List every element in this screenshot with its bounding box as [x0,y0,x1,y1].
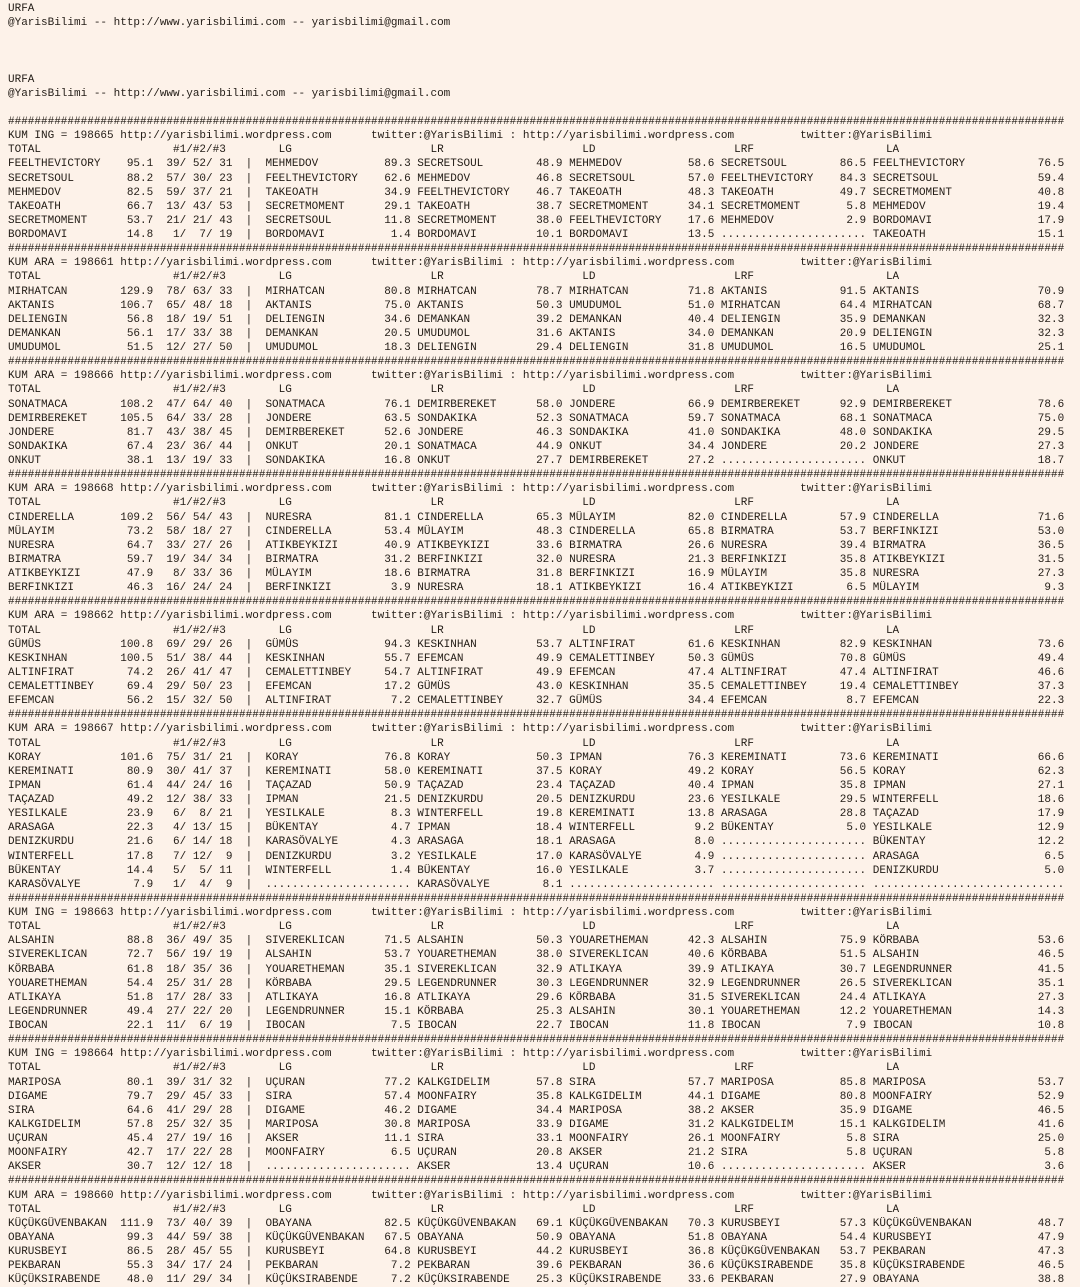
section-header-line: KUM ING = 198663 http://yarisbilimi.wordpress.com twitter:@YarisBilimi : http://yarisbilimi.wordpress.com twitter:@YarisBilimi [8,907,933,919]
horse-stat-row: AKSER 30.7 12/ 12/ 18 | ...................... AKSER 13.4 UÇURAN 10.6 ...................... AKSER 3.6 [8,1161,1065,1174]
column-header-line: TOTAL #1/#2/#3 LG LR LD LRF LA [8,271,900,284]
horse-stat-row: SONATMACA 108.2 47/ 64/ 40 | SONATMACA 76.1 DEMIRBEREKET 58.0 JONDERE 66.9 DEMIRBEREKET 92.9 DEMIRBEREKET 78.6 [8,398,1065,411]
horse-stat-row: KÜÇÜKGÜVENBAKAN 111.9 73/ 40/ 39 | OBAYANA 82.5 KÜÇÜKGÜVENBAKAN 69.1 KÜÇÜKGÜVENBAKAN 70.3 KURUSBEYI 57.3 KÜÇÜKGÜVENBAKAN 48.7 [8,1217,1065,1230]
race-section-198663 [8,893,1064,1032]
horse-stat-row: ALSAHIN 88.8 36/ 49/ 35 | SIVEREKLICAN 71.5 ALSAHIN 50.3 YOUARETHEMAN 42.3 ALSAHIN 75.9 KÖRBABA 53.6 [8,935,1065,948]
race-section-198662 [8,596,1064,707]
section-header-line: KUM ARA = 198662 http://yarisbilimi.wordpress.com twitter:@YarisBilimi : http://yarisbilimi.wordpress.com twitter:@YarisBilimi [8,610,933,623]
horse-stat-row: MÜLAYIM 73.2 58/ 18/ 27 | CINDERELLA 53.4 MÜLAYIM 48.3 CINDERELLA 65.8 BIRMATRA 53.7 BERFINKIZI 53.0 [8,525,1065,538]
horse-stat-row: DEMIRBEREKET 105.5 64/ 33/ 28 | JONDERE 63.5 SONDAKIKA 52.3 SONATMACA 59.7 SONATMACA 68.1 SONATMACA 75.0 [8,412,1065,425]
contact-line: @YarisBilimi -- http://www.yarisbilimi.com -- yarisbilimi@gmail.com [8,17,451,30]
horse-stat-row: YOUARETHEMAN 54.4 25/ 31/ 28 | KÖRBABA 29.5 LEGENDRUNNER 30.3 LEGENDRUNNER 32.9 LEGENDRUNNER 26.5 SIVEREKLICAN 35.1 [8,977,1065,990]
horse-stat-row: GÜMÜS 100.8 69/ 29/ 26 | GÜMÜS 94.3 KESKINHAN 53.7 ALTINFIRAT 61.6 KESKINHAN 82.9 KESKINHAN 73.6 [8,638,1065,651]
horse-stat-row: KÖRBABA 61.8 18/ 35/ 36 | YOUARETHEMAN 35.1 SIVEREKLICAN 32.9 ATLIKAYA 39.9 ATLIKAYA 30.7 LEGENDRUNNER 41.5 [8,963,1065,976]
horse-stat-row: NURESRA 64.7 33/ 27/ 26 | ATIKBEYKIZI 40.9 ATIKBEYKIZI 33.6 BIRMATRA 26.6 NURESRA 39.4 BIRMATRA 36.5 [8,539,1065,552]
horse-stat-row: ATIKBEYKIZI 47.9 8/ 33/ 36 | MÜLAYIM 18.6 BIRMATRA 31.8 BERFINKIZI 16.9 MÜLAYIM 35.8 NURESRA 27.3 [8,568,1065,580]
horse-stat-row: KARASÖVALYE 7.9 1/ 4/ 9 | ...................... KARASÖVALYE 8.1 ...................... ...................... ............................. [8,878,1065,891]
horse-stat-row: UMUDUMOL 51.5 12/ 27/ 50 | UMUDUMOL 18.3 DELIENGIN 29.4 DELIENGIN 31.8 UMUDUMOL 16.5 UMUDUMOL 25.1 [8,342,1065,354]
horse-stat-row: IPMAN 61.4 44/ 24/ 16 | TAÇAZAD 50.9 TAÇAZAD 23.4 TAÇAZAD 40.4 IPMAN 35.8 IPMAN 27.1 [8,779,1065,792]
race-section-198661 [8,243,1064,354]
horse-stat-row: BORDOMAVI 14.8 1/ 7/ 19 | BORDOMAVI 1.4 BORDOMAVI 10.1 BORDOMAVI 13.5 ...................... TAKEOATH 15.1 [8,229,1065,241]
horse-stat-row: SECRETMOMENT 53.7 21/ 21/ 43 | SECRETSOUL 11.8 SECRETMOMENT 38.0 FEELTHEVICTORY 17.6 MEHMEDOV 2.9 BORDOMAVI 17.9 [8,214,1065,227]
horse-stat-row: SIRA 64.6 41/ 29/ 28 | DIGAME 46.2 DIGAME 34.4 MARIPOSA 38.2 AKSER 35.9 DIGAME 46.5 [8,1104,1065,1117]
column-header-line: TOTAL #1/#2/#3 LG LR LD LRF LA [8,144,900,157]
column-header-line: TOTAL #1/#2/#3 LG LR LD LRF LA [8,384,900,397]
horse-stat-row: DIGAME 79.7 29/ 45/ 33 | SIRA 57.4 MOONFAIRY 35.8 KALKGIDELIM 44.1 DIGAME 80.8 MOONFAIRY 52.9 [8,1090,1065,1103]
race-sections [8,116,1064,1286]
race-section-198660 [8,1175,1064,1286]
race-section-198666 [8,356,1064,467]
column-header-line: TOTAL #1/#2/#3 LG LR LD LRF LA [8,737,900,750]
horse-stat-row: ATLIKAYA 51.8 17/ 28/ 33 | ATLIKAYA 16.8 ATLIKAYA 29.6 KÖRBABA 31.5 SIVEREKLICAN 24.4 ATLIKAYA 27.3 [8,991,1065,1004]
horse-stat-row: DELIENGIN 56.8 18/ 19/ 51 | DELIENGIN 34.6 DEMANKAN 39.2 DEMANKAN 40.4 DELIENGIN 35.9 DEMANKAN 32.3 [8,313,1065,326]
section-header-line: KUM ARA = 198661 http://yarisbilimi.wordpress.com twitter:@YarisBilimi : http://yarisbilimi.wordpress.com twitter:@YarisBilimi [8,257,933,270]
horse-stat-row: WINTERFELL 17.8 7/ 12/ 9 | DENIZKURDU 3.2 YESILKALE 17.0 KARASÖVALYE 4.9 ...................... ARASAGA 6.5 [8,850,1065,863]
separator-line: ################################################################################################################################################################ [8,469,1065,482]
column-header-line: TOTAL #1/#2/#3 LG LR LD LRF LA [8,1062,900,1075]
horse-stat-row: FEELTHEVICTORY 95.1 39/ 52/ 31 | MEHMEDOV 89.3 SECRETSOUL 48.9 MEHMEDOV 58.6 SECRETSOUL 86.5 FEELTHEVICTORY 76.5 [8,158,1065,171]
separator-line: ################################################################################################################################################################ [8,1034,1065,1047]
horse-stat-row: ONKUT 38.1 13/ 19/ 33 | SONDAKIKA 16.8 ONKUT 27.7 DEMIRBEREKET 27.2 ...................... ONKUT 18.7 [8,455,1065,467]
horse-stat-row: IBOCAN 22.1 11/ 6/ 19 | IBOCAN 7.5 IBOCAN 22.7 IBOCAN 11.8 IBOCAN 7.9 IBOCAN 10.8 [8,1020,1065,1032]
horse-stat-row: TAÇAZAD 49.2 12/ 38/ 33 | IPMAN 21.5 DENIZKURDU 20.5 DENIZKURDU 23.6 YESILKALE 29.5 WINTERFELL 18.6 [8,794,1065,806]
horse-stat-row: SECRETSOUL 88.2 57/ 30/ 23 | FEELTHEVICTORY 62.6 MEHMEDOV 46.8 SECRETSOUL 57.0 FEELTHEVICTORY 84.3 SECRETSOUL 59.4 [8,172,1065,185]
column-header-line: TOTAL #1/#2/#3 LG LR LD LRF LA [8,624,900,637]
horse-stat-row: BERFINKIZI 46.3 16/ 24/ 24 | BERFINKIZI 3.9 NURESRA 18.1 ATIKBEYKIZI 16.4 ATIKBEYKIZI 6.5 MÜLAYIM 9.3 [8,582,1065,595]
horse-stat-row: LEGENDRUNNER 49.4 27/ 22/ 20 | LEGENDRUNNER 15.1 KÖRBABA 25.3 ALSAHIN 30.1 YOUARETHEMAN 12.2 YOUARETHEMAN 14.3 [8,1005,1065,1018]
horse-stat-row: KÜÇÜKSIRABENDE 48.0 11/ 29/ 34 | KÜÇÜKSIRABENDE 7.2 KÜÇÜKSIRABENDE 25.3 KÜÇÜKSIRABENDE 33.6 PEKBARAN 27.9 OBAYANA 38.8 [8,1274,1065,1287]
contact-line-repeat: @YarisBilimi -- http://www.yarisbilimi.com -- yarisbilimi@gmail.com [8,87,451,100]
column-header-line: TOTAL #1/#2/#3 LG LR LD LRF LA [8,1203,900,1216]
horse-stat-row: KURUSBEYI 86.5 28/ 45/ 55 | KURUSBEYI 64.8 KURUSBEYI 44.2 KURUSBEYI 36.8 KÜÇÜKGÜVENBAKAN 53.7 PEKBARAN 47.3 [8,1246,1065,1258]
section-header-line: KUM ARA = 198660 http://yarisbilimi.wordpress.com twitter:@YarisBilimi : http://yarisbilimi.wordpress.com twitter:@YarisBilimi [8,1189,933,1202]
race-section-198664 [8,1034,1064,1173]
column-header-line: TOTAL #1/#2/#3 LG LR LD LRF LA [8,921,900,934]
horse-stat-row: YESILKALE 23.9 6/ 8/ 21 | YESILKALE 8.3 WINTERFELL 19.8 KEREMINATI 13.8 ARASAGA 28.8 TAÇAZAD 17.9 [8,808,1065,821]
horse-stat-row: CEMALETTINBEY 69.4 29/ 50/ 23 | EFEMCAN 17.2 GÜMÜS 43.0 KESKINHAN 35.5 CEMALETTINBEY 19.4 CEMALETTINBEY 37.3 [8,681,1065,693]
horse-stat-row: PEKBARAN 55.3 34/ 17/ 24 | PEKBARAN 7.2 PEKBARAN 39.6 PEKBARAN 36.6 KÜÇÜKSIRABENDE 35.8 KÜÇÜKSIRABENDE 46.5 [8,1260,1065,1273]
horse-stat-row: KEREMINATI 80.9 30/ 41/ 37 | KEREMINATI 58.0 KEREMINATI 37.5 KORAY 49.2 KORAY 56.5 KORAY 62.3 [8,765,1065,778]
horse-stat-row: MARIPOSA 80.1 39/ 31/ 32 | UÇURAN 77.2 KALKGIDELIM 57.8 SIRA 57.7 MARIPOSA 85.8 MARIPOSA 53.7 [8,1076,1065,1089]
separator-line: ################################################################################################################################################################ [8,116,1065,128]
separator-line: ################################################################################################################################################################ [8,892,1065,905]
horse-stat-row: SONDAKIKA 67.4 23/ 36/ 44 | ONKUT 20.1 SONATMACA 44.9 ONKUT 34.4 JONDERE 20.2 JONDERE 27.3 [8,440,1065,453]
track-name-repeat: URFA [8,73,35,86]
horse-stat-row: DENIZKURDU 21.6 6/ 14/ 18 | KARASÖVALYE 4.3 ARASAGA 18.1 ARASAGA 8.0 ...................... BÜKENTAY 12.2 [8,836,1065,849]
separator-line: ################################################################################################################################################################ [8,356,1065,369]
separator-line: ################################################################################################################################################################ [8,1175,1065,1188]
horse-stat-row: JONDERE 81.7 43/ 38/ 45 | DEMIRBEREKET 52.6 JONDERE 46.3 SONDAKIKA 41.0 SONDAKIKA 48.0 SONDAKIKA 29.5 [8,426,1065,439]
horse-stat-row: TAKEOATH 66.7 13/ 43/ 53 | SECRETMOMENT 29.1 TAKEOATH 38.7 SECRETMOMENT 34.1 SECRETMOMENT 5.8 MEHMEDOV 19.4 [8,200,1065,213]
horse-stat-row: CINDERELLA 109.2 56/ 54/ 43 | NURESRA 81.1 CINDERELLA 65.3 MÜLAYIM 82.0 CINDERELLA 57.9 CINDERELLA 71.6 [8,511,1065,524]
horse-stat-row: KORAY 101.6 75/ 31/ 21 | KORAY 76.8 KORAY 50.3 IPMAN 76.3 KEREMINATI 73.6 KEREMINATI 66.6 [8,751,1065,764]
horse-stat-row: MOONFAIRY 42.7 17/ 22/ 28 | MOONFAIRY 6.5 UÇURAN 20.8 AKSER 21.2 SIRA 5.8 UÇURAN 5.8 [8,1147,1065,1160]
horse-stat-row: BÜKENTAY 14.4 5/ 5/ 11 | WINTERFELL 1.4 BÜKENTAY 16.0 YESILKALE 3.7 ...................... DENIZKURDU 5.0 [8,864,1065,877]
column-header-line: TOTAL #1/#2/#3 LG LR LD LRF LA [8,497,900,510]
race-section-198668 [8,469,1064,594]
horse-stat-row: UÇURAN 45.4 27/ 19/ 16 | AKSER 11.1 SIRA 33.1 MOONFAIRY 26.1 MOONFAIRY 5.8 SIRA 25.0 [8,1133,1065,1145]
horse-stat-row: BIRMATRA 59.7 19/ 34/ 34 | BIRMATRA 31.2 BERFINKIZI 32.0 NURESRA 21.3 BERFINKIZI 35.8 ATIKBEYKIZI 31.5 [8,553,1065,566]
horse-stat-row: EFEMCAN 56.2 15/ 32/ 50 | ALTINFIRAT 7.2 CEMALETTINBEY 32.7 GÜMÜS 34.4 EFEMCAN 8.7 EFEMCAN 22.3 [8,695,1065,708]
horse-stat-row: AKTANIS 106.7 65/ 48/ 18 | AKTANIS 75.0 AKTANIS 50.3 UMUDUMOL 51.0 MIRHATCAN 64.4 MIRHATCAN 68.7 [8,299,1065,312]
separator-line: ################################################################################################################################################################ [8,243,1065,256]
horse-stat-row: ARASAGA 22.3 4/ 13/ 15 | BÜKENTAY 4.7 IPMAN 18.4 WINTERFELL 9.2 BÜKENTAY 5.0 YESILKALE 12.9 [8,822,1065,835]
horse-stat-row: SIVEREKLICAN 72.7 56/ 19/ 19 | ALSAHIN 53.7 YOUARETHEMAN 38.0 SIVEREKLICAN 40.6 KÖRBABA 51.5 ALSAHIN 46.5 [8,949,1065,962]
horse-stat-row: ALTINFIRAT 74.2 26/ 41/ 47 | CEMALETTINBEY 54.7 ALTINFIRAT 49.9 EFEMCAN 47.4 ALTINFIRAT 47.4 ALTINFIRAT 46.6 [8,666,1065,679]
horse-stat-row: KALKGIDELIM 57.8 25/ 32/ 35 | MARIPOSA 30.8 MARIPOSA 33.9 DIGAME 31.2 KALKGIDELIM 15.1 KALKGIDELIM 41.6 [8,1118,1065,1131]
separator-line: ################################################################################################################################################################ [8,596,1065,609]
separator-line: ################################################################################################################################################################ [8,709,1065,722]
section-header-line: KUM ING = 198664 http://yarisbilimi.wordpress.com twitter:@YarisBilimi : http://yarisbilimi.wordpress.com twitter:@YarisBilimi [8,1048,933,1061]
horse-stat-row: MEHMEDOV 82.5 59/ 37/ 21 | TAKEOATH 34.9 FEELTHEVICTORY 46.7 TAKEOATH 48.3 TAKEOATH 49.7 SECRETMOMENT 40.8 [8,186,1065,199]
race-section-198667 [8,709,1064,891]
horse-stat-row: KESKINHAN 100.5 51/ 38/ 44 | KESKINHAN 55.7 EFEMCAN 49.9 CEMALETTINBEY 50.3 GÜMÜS 70.8 GÜMÜS 49.4 [8,652,1065,665]
race-section-198665 [8,116,1064,241]
track-name: URFA [8,3,35,15]
section-header-line: KUM ING = 198665 http://yarisbilimi.wordpress.com twitter:@YarisBilimi : http://yarisbilimi.wordpress.com twitter:@YarisBilimi [8,130,933,143]
section-header-line: KUM ARA = 198666 http://yarisbilimi.wordpress.com twitter:@YarisBilimi : http://yarisbilimi.wordpress.com twitter:@YarisBilimi [8,370,933,383]
horse-stat-row: DEMANKAN 56.1 17/ 33/ 38 | DEMANKAN 20.5 UMUDUMOL 31.6 AKTANIS 34.0 DEMANKAN 20.9 DELIENGIN 32.3 [8,327,1065,340]
horse-stat-row: OBAYANA 99.3 44/ 59/ 38 | KÜÇÜKGÜVENBAKAN 67.5 OBAYANA 50.9 OBAYANA 51.8 OBAYANA 54.4 KURUSBEYI 47.9 [8,1231,1065,1244]
section-header-line: KUM ARA = 198667 http://yarisbilimi.wordpress.com twitter:@YarisBilimi : http://yarisbilimi.wordpress.com twitter:@YarisBilimi [8,723,933,736]
horse-stat-row: MIRHATCAN 129.9 78/ 63/ 33 | MIRHATCAN 80.8 MIRHATCAN 78.7 MIRHATCAN 71.8 AKTANIS 91.5 AKTANIS 70.9 [8,285,1065,298]
section-header-line: KUM ARA = 198668 http://yarisbilimi.wordpress.com twitter:@YarisBilimi : http://yarisbilimi.wordpress.com twitter:@YarisBilimi [8,483,933,496]
